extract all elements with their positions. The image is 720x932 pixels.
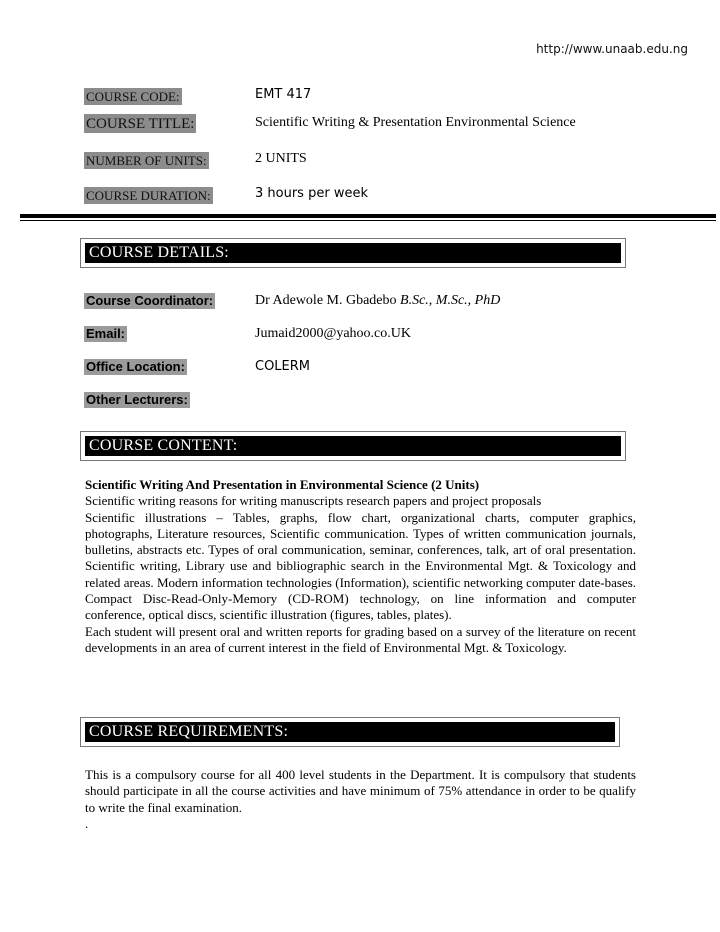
course-content-paragraph2: Each student will present oral and written reports for grading based on a survey of the literature on recent developments in an area of current interest in the field of Environmental Mgt. & Toxicology. bbox=[85, 623, 636, 655]
page-url: http://www.unaab.edu.ng bbox=[536, 42, 688, 56]
course-details-heading-bar bbox=[85, 243, 621, 263]
course-title-value: Scientific Writing & Presentation Environmental Science bbox=[255, 115, 576, 130]
email-value[interactable]: Jumaid2000@yahoo.co.UK bbox=[255, 326, 411, 341]
units-label: NUMBER OF UNITS: bbox=[86, 153, 207, 168]
course-content-paragraph1: Scientific illustrations – Tables, graphs, flow chart, organizational charts, computer graphics, photographs, Literature resources, Scientific communication. Types of written communication journals, bulletins, abstracts etc. Types of oral communication, seminar, conferences, talk, art of oral presentation. Scientific writing, Library use and bibliographic search in the Environmental Mgt. & Toxicology and related areas. Modern information technologies (Information), scientific networking computer date-bases. Compact Disc-Read-Only-Memory (CD-ROM) technology, on line information and computer conference, optical discs, scientific illustration (figures, tables, plates). bbox=[85, 509, 636, 623]
units-value: 2 UNITS bbox=[255, 151, 307, 166]
course-requirements-body bbox=[85, 767, 636, 832]
course-title-label: COURSE TITLE: bbox=[86, 116, 195, 132]
course-details-heading: COURSE DETAILS: bbox=[89, 244, 229, 261]
course-requirements-trailing-mark: . bbox=[85, 815, 89, 831]
course-requirements-heading: COURSE REQUIREMENTS: bbox=[89, 723, 289, 740]
course-code-value: EMT 417 bbox=[255, 87, 312, 102]
coordinator-value bbox=[255, 293, 500, 309]
course-content-heading-box bbox=[80, 431, 626, 461]
duration-label: COURSE DURATION: bbox=[86, 188, 211, 203]
divider-thin bbox=[20, 220, 716, 221]
email-label: Email: bbox=[86, 326, 126, 341]
course-requirements-text: This is a compulsory course for all 400 level students in the Department. It is compulsory that students should participate in all the course activities and have minimum of 75% attendance in order to be qualify to write the final examination. bbox=[85, 767, 636, 815]
course-requirements-heading-bar bbox=[85, 722, 615, 742]
course-content-subtitle: Scientific Writing And Presentation in Environmental Science (2 Units) bbox=[85, 477, 480, 492]
office-label: Office Location: bbox=[86, 359, 185, 374]
coordinator-name: Dr Adewole M. Gbadebo bbox=[255, 293, 397, 308]
duration-value: 3 hours per week bbox=[255, 186, 368, 201]
course-content-line1: Scientific writing reasons for writing manuscripts research papers and project proposals bbox=[85, 493, 542, 509]
course-requirements-heading-box bbox=[80, 717, 620, 747]
course-content-heading: COURSE CONTENT: bbox=[89, 437, 238, 454]
coordinator-degrees: B.Sc., M.Sc., PhD bbox=[400, 293, 501, 308]
coordinator-label: Course Coordinator: bbox=[86, 293, 214, 308]
office-value: COLERM bbox=[255, 359, 311, 374]
course-details-heading-box bbox=[80, 238, 626, 268]
divider-thick bbox=[20, 214, 716, 218]
course-code-label: COURSE CODE: bbox=[86, 89, 180, 104]
other-lecturers-label: Other Lecturers: bbox=[86, 392, 188, 407]
course-content-heading-bar bbox=[85, 436, 621, 456]
course-content-body bbox=[85, 477, 636, 656]
